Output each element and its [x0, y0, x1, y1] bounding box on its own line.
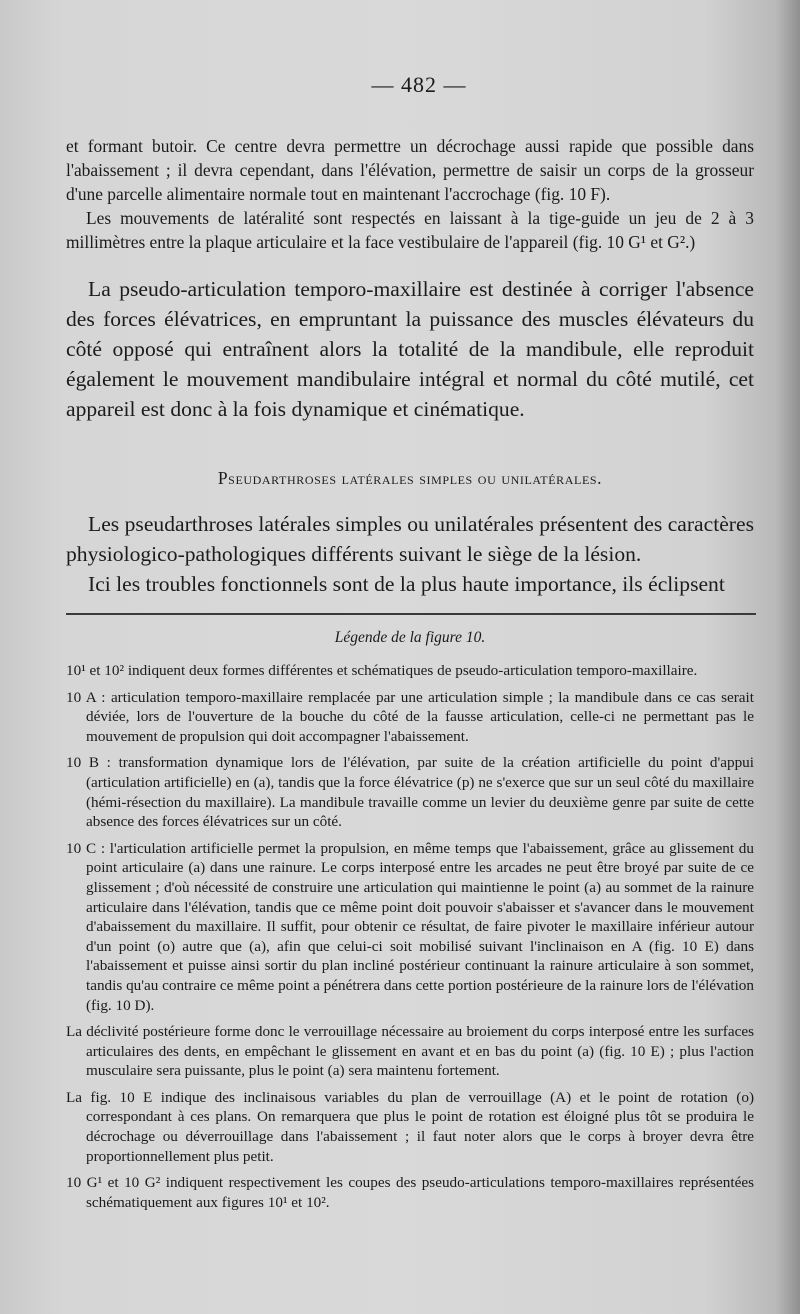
legend-item: La fig. 10 E indique des inclinaisous variables du plan de verrouillage (A) et le point de rotation (o) correspondant à ces plans. On remarquera que plus le point de rotation est éloigné plus tôt se produira le décrochage ou déverrouillage dans l'abaissement ; il faut noter alors que le corps à broyer devra être proportionnellement plus petit. [66, 1088, 754, 1165]
legend-item: 10 G¹ et 10 G² indiquent respectivement les coupes des pseudo-articulations temporo-maxillaires représentées schématiquement aux figures 10¹ et 10². [66, 1174, 754, 1211]
paragraph: Les pseudarthroses latérales simples ou unilatérales présentent des caractères physiologico-pathologiques différents suivant le siège de la lésion. [66, 512, 754, 566]
paragraph: La pseudo-articulation temporo-maxillaire est destinée à corriger l'absence des forces élévatrices, en empruntant la puissance des muscles élévateurs du côté opposé qui entraînent alors la totalité de la mandibule, elle reproduit également le mouvement mandibulaire intégral et normal du côté mutilé, cet appareil est donc à la fois dynamique et cinématique. [66, 277, 754, 421]
paragraph: Les mouvements de latéralité sont respectés en laissant à la tige-guide un jeu de 2 à 3 millimètres entre la plaque articulaire et la face vestibulaire de l'appareil (fig. 10 G¹ et G².) [66, 208, 754, 252]
legend-item: 10 C : l'articulation artificielle permet la propulsion, en même temps que l'abaissement, grâce au glissement du point articulaire (a) dans une rainure. Le corps interposé entre les arcades ne peut être broyé par suite de ce glissement ; d'où nécessité de construire une articulation qui maintienne le point (a) au sommet de la rainure articulaire dans l'élévation, tandis que ce même point doit pouvoir s'abaisser et s'avancer dans le mouvement d'abaissement du maxillaire. Il suffit, pour obtenir ce résultat, de faire pivoter le maxillaire inférieur autour d'un point (o) autre que (a), afin que celui-ci soit mobilisé suivant l'inclinaison en A (fig. 10 E) dans l'abaissement et puisse ainsi sortir du plan incliné postérieur continuant la rainure articulaire à son sommet, tandis qu'au contraire ce même point a pénétrera dans cette portion postérieure de la rainure lors de l'élévation (fig. 10 D). [66, 839, 754, 1014]
section-heading: Pseudarthroses latérales simples ou unilatérales. [217, 468, 603, 488]
legend-item: 10 A : articulation temporo-maxillaire remplacée par une articulation simple ; la mandibule dans ce cas serait déviée, lors de l'ouverture de la bouche du côté de la fausse articulation, celle-ci ne permettant pas le mouvement de propulsion qui doit accompagner l'abaissement. [66, 688, 754, 745]
legend-item: La déclivité postérieure forme donc le verrouillage nécessaire au broiement du corps interposé entre les surfaces articulaires des dents, en empêchant le glissement en avant et en bas du point (a) (fig. 10 E) ; plus l'action musculaire sera puissante, plus le point (a) sera maintenu fortement. [66, 1023, 754, 1080]
main-text [66, 274, 754, 424]
legend-item: 10 B : transformation dynamique lors de l'élévation, par suite de la création artificielle du point d'appui (articulation artificielle) en (a), tandis que la force élévatrice (p) ne s'exerce que sur un seul côté du maxillaire (hémi-résection du maxillaire). La mandibule travaille comme un levier du deuxième genre par suite de cette absence des forces élévatrices sur un côté. [66, 754, 754, 831]
section-text [66, 509, 754, 599]
paragraph: Ici les troubles fonctionnels sont de la plus haute importance, ils éclipsent [88, 572, 725, 596]
legend-title: Légende de la figure 10. [334, 629, 486, 646]
intro-text [66, 134, 754, 254]
footnote-divider [66, 613, 756, 615]
figure-legend [66, 661, 754, 1212]
page-number: — 482 — [371, 72, 467, 97]
legend-item: 10¹ et 10² indiquent deux formes différentes et schématiques de pseudo-articulation temporo-maxillaire. [66, 662, 698, 679]
paragraph: et formant butoir. Ce centre devra permettre un décrochage aussi rapide que possible dans l'abaissement ; il devra cependant, dans l'élévation, permettre de saisir un corps de la grosseur d'une parcelle alimentaire normale tout en maintenant l'accrochage (fig. 10 F). [66, 136, 754, 204]
